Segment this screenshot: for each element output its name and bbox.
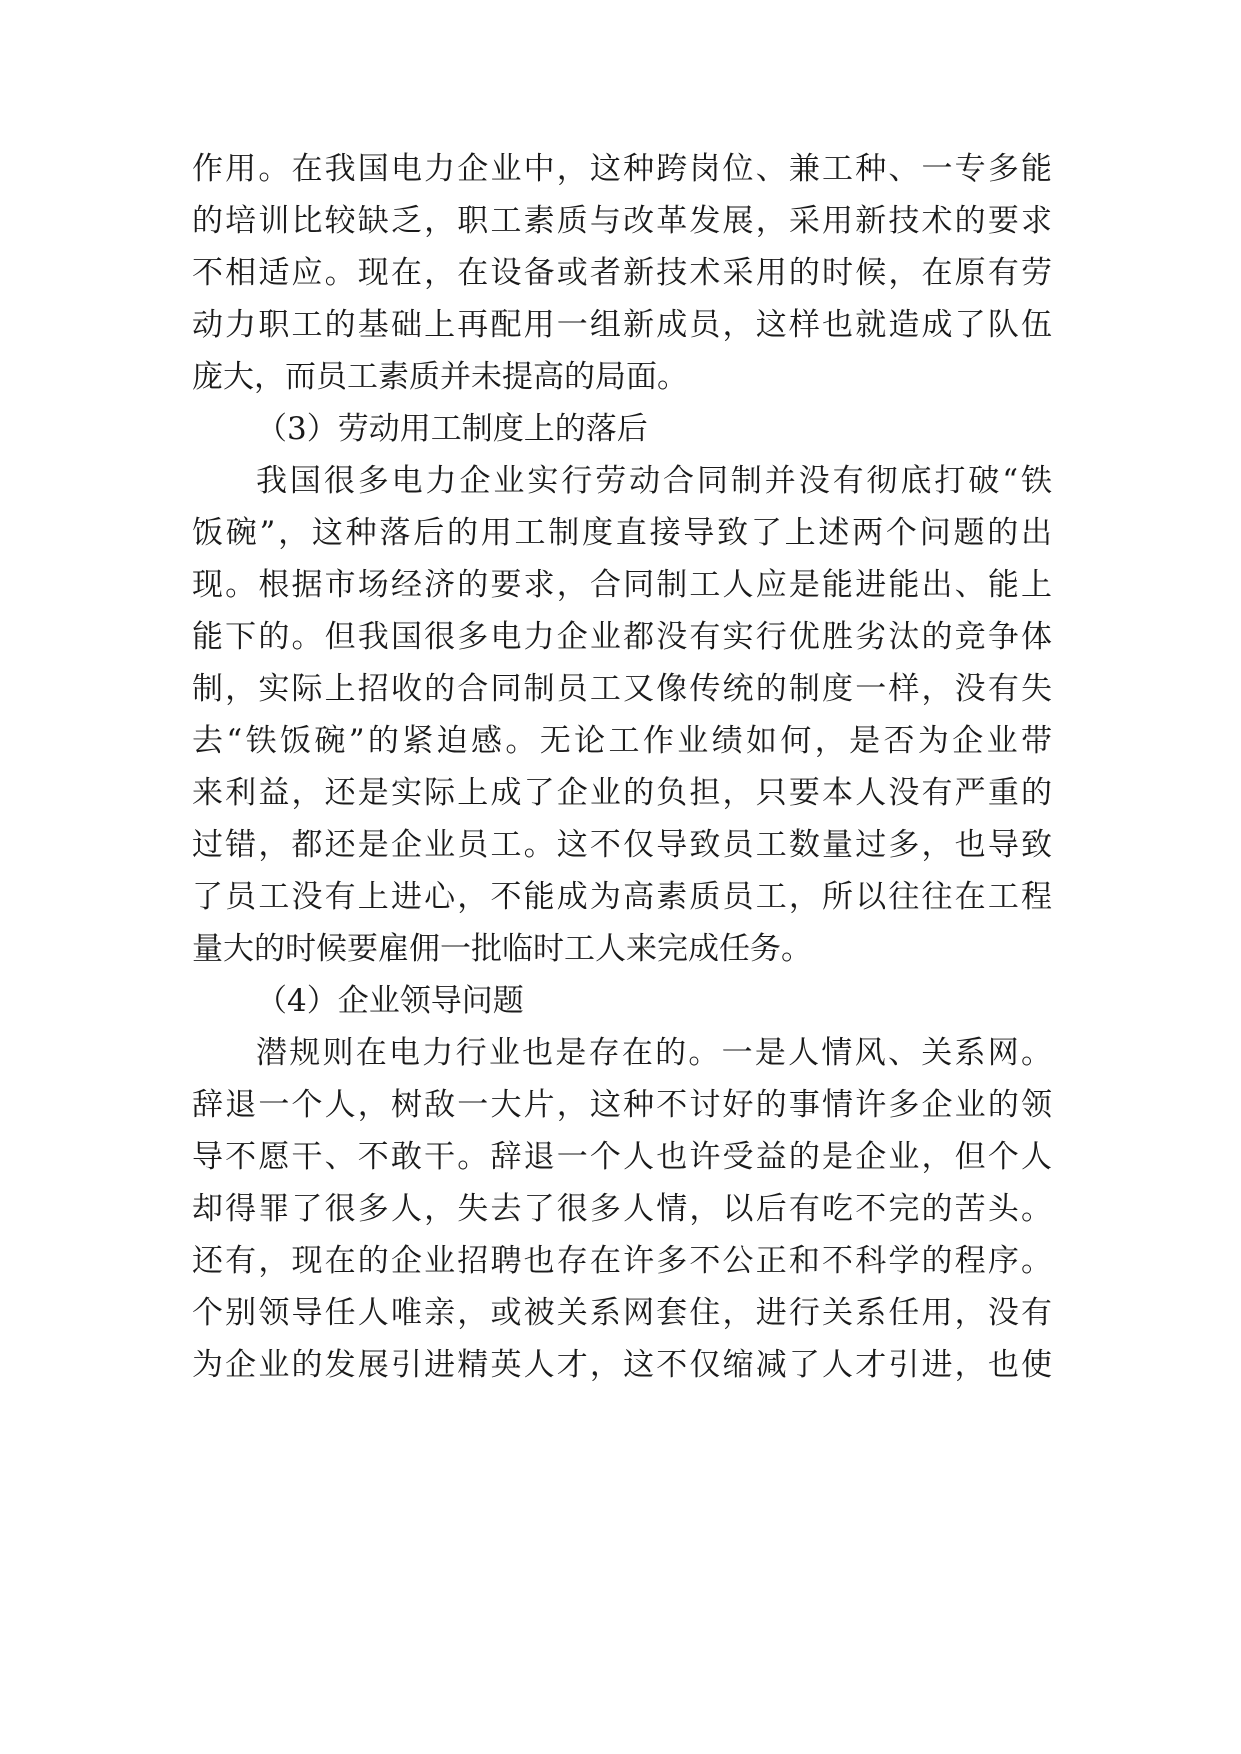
text-line: 来利益，还是实际上成了企业的负担，只要本人没有严重的 bbox=[192, 775, 1052, 811]
text-line: 辞退一个人，树敌一大片，这种不讨好的事情许多企业的领 bbox=[192, 1087, 1052, 1123]
text-line: 却得罪了很多人，失去了很多人情，以后有吃不完的苦头。 bbox=[192, 1191, 1052, 1227]
paragraph-first-line: 我国很多电力企业实行劳动合同制并没有彻底打破“铁 bbox=[256, 463, 1052, 499]
text-line: 导不愿干、不敢干。辞退一个人也许受益的是企业，但个人 bbox=[192, 1139, 1052, 1175]
text-line: 个别领导任人唯亲，或被关系网套住，进行关系任用，没有 bbox=[192, 1295, 1052, 1331]
section-heading: （4）企业领导问题 bbox=[256, 983, 524, 1019]
text-line: 制，实际上招收的合同制员工又像传统的制度一样，没有失 bbox=[192, 671, 1052, 707]
text-line: 作用。在我国电力企业中，这种跨岗位、兼工种、一专多能 bbox=[192, 151, 1052, 187]
text-line: 的培训比较缺乏，职工素质与改革发展，采用新技术的要求 bbox=[192, 203, 1052, 239]
paragraph-first-line: 潜规则在电力行业也是存在的。一是人情风、关系网。 bbox=[256, 1035, 1052, 1071]
text-line: 不相适应。现在，在设备或者新技术采用的时候，在原有劳 bbox=[192, 255, 1052, 291]
text-line: 为企业的发展引进精英人才，这不仅缩减了人才引进，也使 bbox=[192, 1347, 1052, 1383]
text-line: 庞大，而员工素质并未提高的局面。 bbox=[192, 359, 688, 395]
text-line: 现。根据市场经济的要求，合同制工人应是能进能出、能上 bbox=[192, 567, 1052, 603]
text-line: 动力职工的基础上再配用一组新成员，这样也就造成了队伍 bbox=[192, 307, 1052, 343]
text-line: 过错，都还是企业员工。这不仅导致员工数量过多，也导致 bbox=[192, 827, 1052, 863]
section-heading: （3）劳动用工制度上的落后 bbox=[256, 411, 648, 447]
text-line: 量大的时候要雇佣一批临时工人来完成任务。 bbox=[192, 931, 812, 967]
text-line: 饭碗”，这种落后的用工制度直接导致了上述两个问题的出 bbox=[192, 515, 1052, 551]
text-line: 能下的。但我国很多电力企业都没有实行优胜劣汰的竞争体 bbox=[192, 619, 1052, 655]
text-line: 了员工没有上进心，不能成为高素质员工，所以往往在工程 bbox=[192, 879, 1052, 915]
text-line: 还有，现在的企业招聘也存在许多不公正和不科学的程序。 bbox=[192, 1243, 1052, 1279]
text-line: 去“铁饭碗”的紧迫感。无论工作业绩如何，是否为企业带 bbox=[192, 723, 1052, 759]
